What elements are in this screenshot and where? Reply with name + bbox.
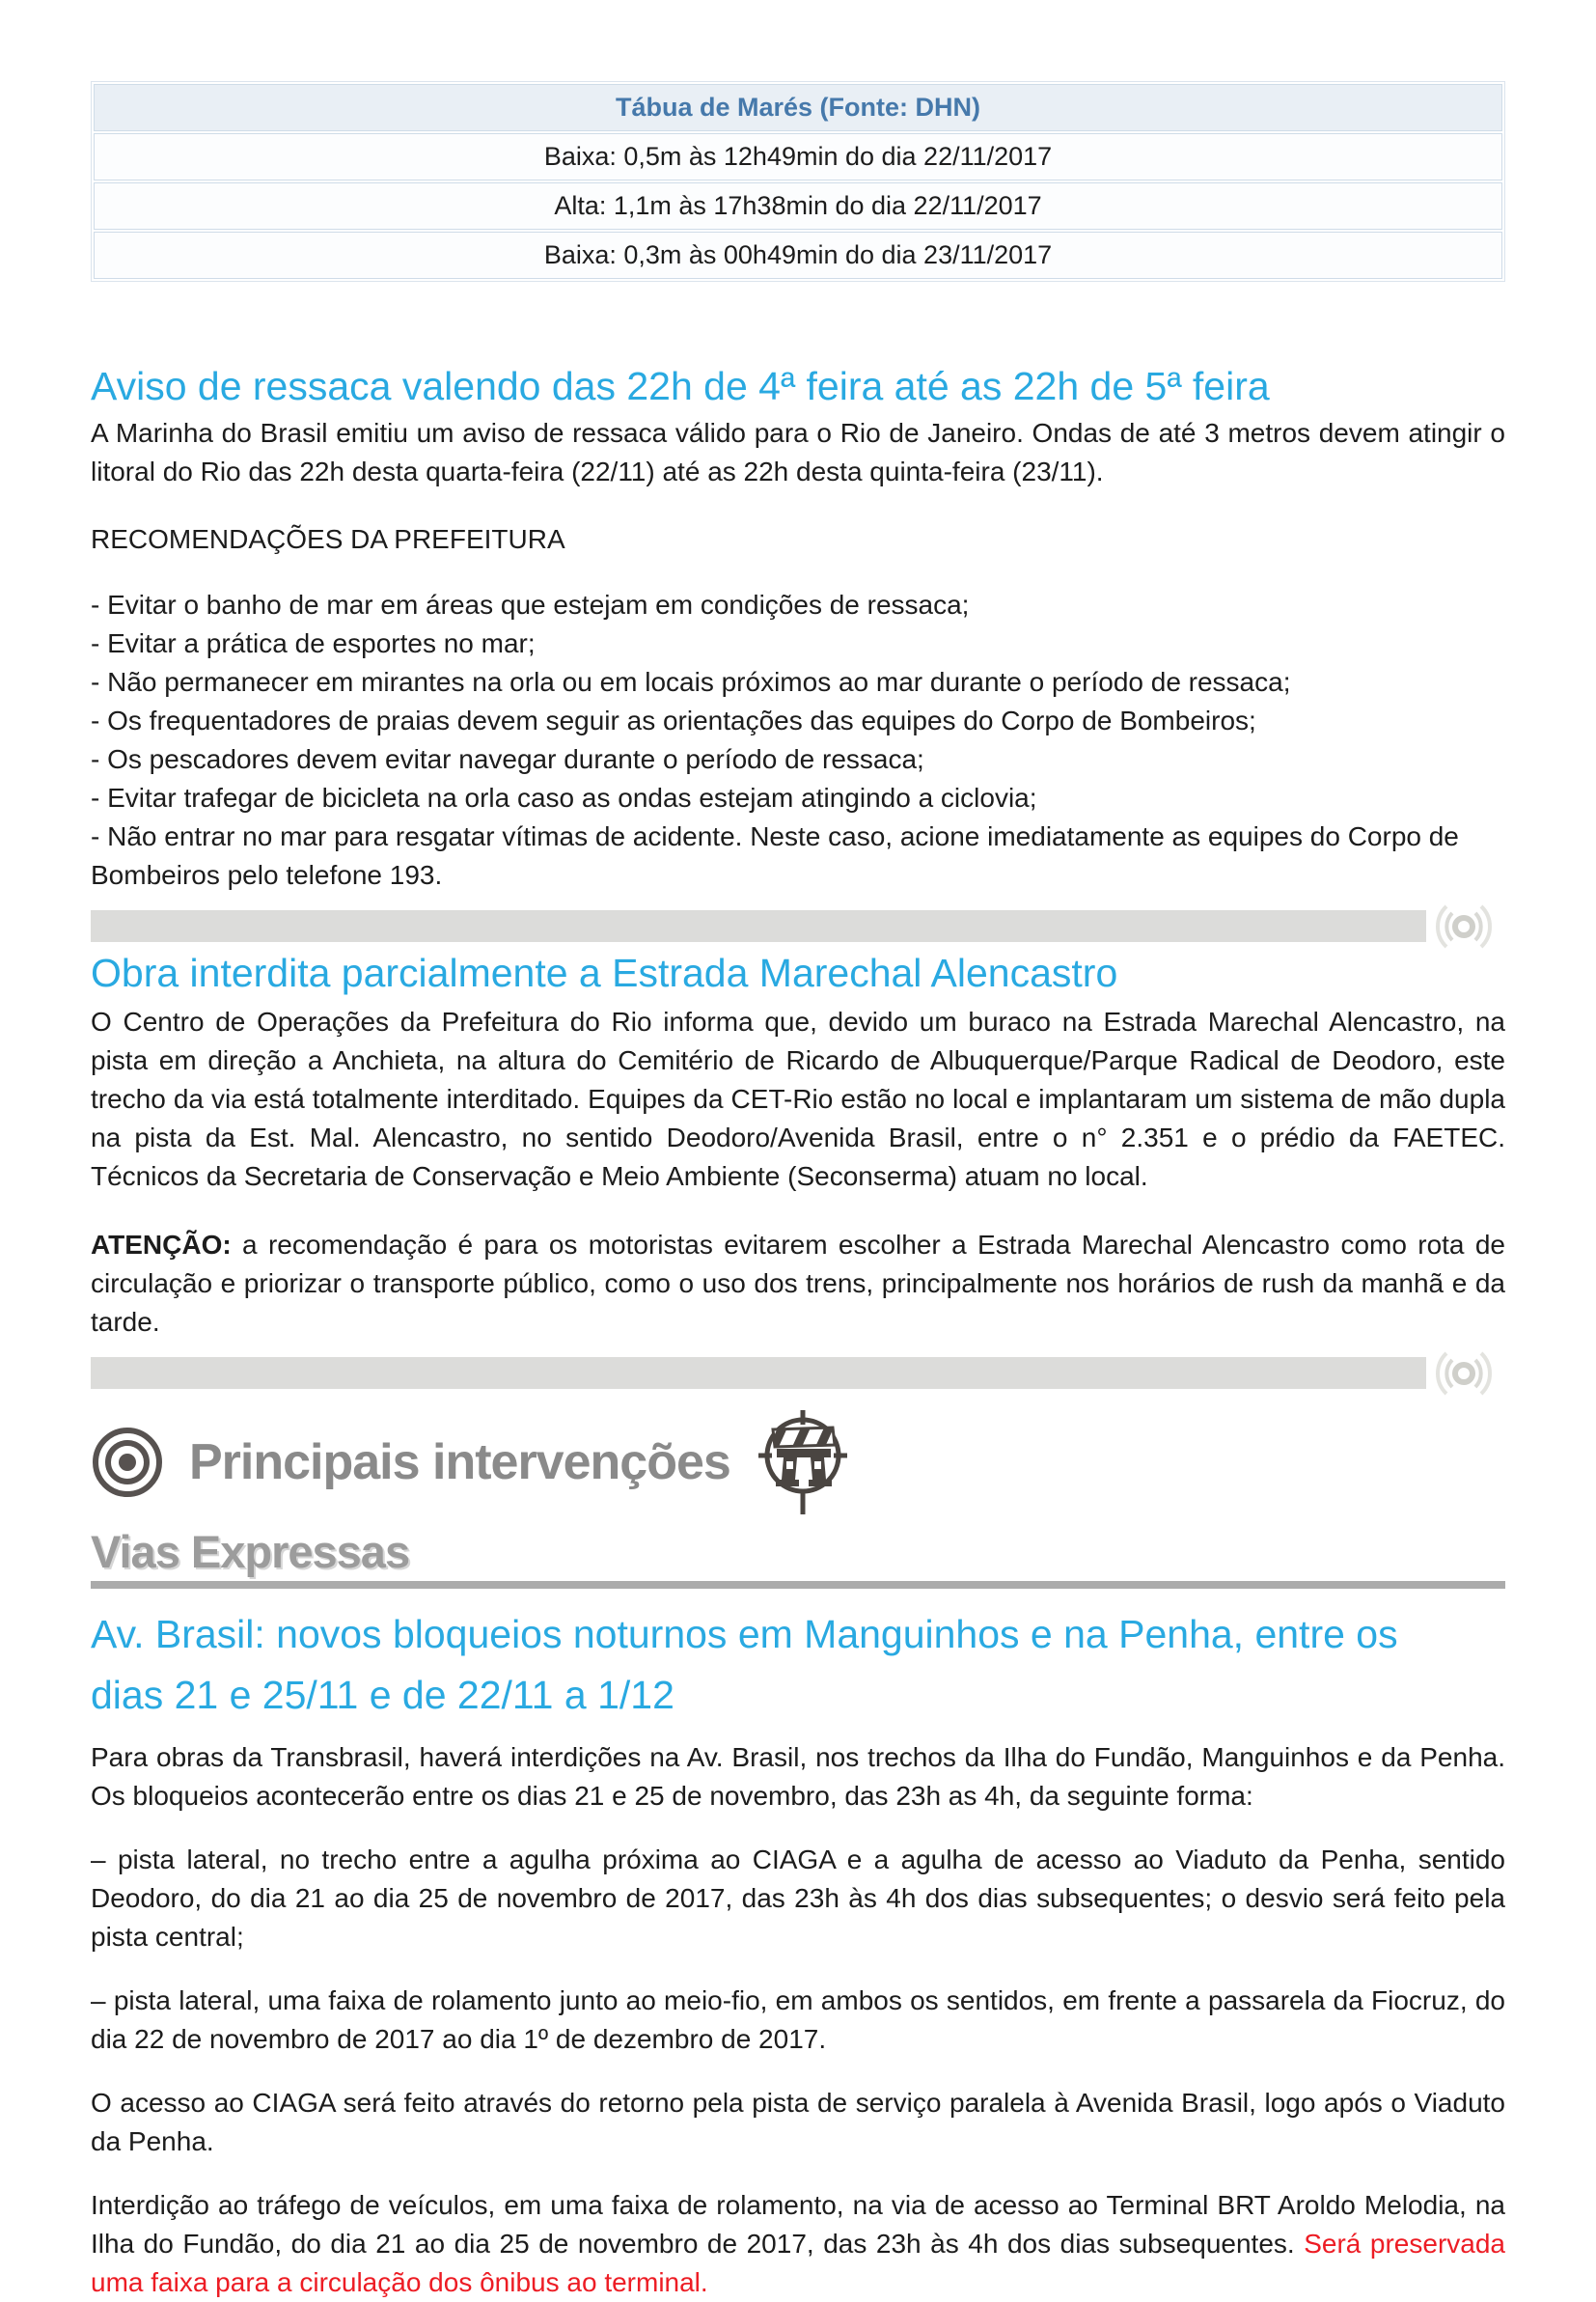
recommendation-item: - Não permanecer em mirantes na orla ou em locais próximos ao mar durante o período de ressaca; xyxy=(91,667,1291,698)
av-brasil-paragraph: – pista lateral, uma faixa de rolamento junto ao meio-fio, em ambos os sentidos, em frente a passarela da Fiocruz, do dia 22 de novembro de 2017 ao dia 1º de dezembro de 2017. xyxy=(91,1985,1505,2055)
recommendation-item: - Os pescadores devem evitar navegar durante o período de ressaca; xyxy=(91,744,924,775)
recommendations-list xyxy=(91,586,1505,895)
attention-label: ATENÇÃO: xyxy=(91,1229,232,1260)
attention-text: a recomendação é para os motoristas evitarem escolher a Estrada Marechal Alencastro como rota de circulação e priorizar o transporte público, como o uso dos trens, principalmente nos horários de rush da manhã e da tarde. xyxy=(91,1229,1505,1337)
ressaca-intro: A Marinha do Brasil emitiu um aviso de ressaca válido para o Rio de Janeiro. Ondas de até 3 metros devem atingir o litoral do Rio das 22h desta quarta-feira (22/11) até as 22h desta quinta-feira (23/11). xyxy=(91,418,1505,487)
roadwork-crosshair-icon xyxy=(756,1410,850,1514)
vias-expressas-underline xyxy=(91,1581,1505,1589)
principais-intervencoes-header xyxy=(91,1410,1505,1514)
tide-table-row: Alta: 1,1m às 17h38min do dia 22/11/2017 xyxy=(94,182,1502,230)
tide-table-row: Baixa: 0,5m às 12h49min do dia 22/11/2017 xyxy=(94,133,1502,180)
principais-intervencoes-title: Principais intervenções xyxy=(189,1433,730,1490)
final-paragraph-red-text: Será preservada uma faixa para a circulação dos ônibus ao terminal. xyxy=(91,2229,1505,2298)
tide-table-title: Tábua de Marés (Fonte: DHN) xyxy=(94,84,1502,131)
av-brasil-paragraph: Para obras da Transbrasil, haverá interdições na Av. Brasil, nos trechos da Ilha do Fundão, Manguinhos e da Penha. Os bloqueios acontecerão entre os dias 21 e 25 de novembro, das 23h as 4h, da seguinte forma: xyxy=(91,1742,1505,1812)
final-paragraph-black-text: Interdição ao tráfego de veículos, em uma faixa de rolamento, na via de acesso ao Terminal BRT Aroldo Melodia, na Ilha do Fundão, do dia 21 ao dia 25 de novembro de 2017, das 23h às 4h dos dias subsequentes. xyxy=(91,2190,1505,2260)
obra-body: O Centro de Operações da Prefeitura do Rio informa que, devido um buraco na Estrada Marechal Alencastro, na pista em direção a Anchieta, na altura do Cemitério de Ricardo de Albuquerque/Parque Radical de Deodoro, este trecho da via está totalmente interditado. Equipes da CET-Rio estão no local e implantaram um sistema de mão dupla na pista da Est. Mal. Alencastro, no sentido Deodoro/Avenida Brasil, entre o n° 2.351 e o prédio da FAETEC. Técnicos da Secretaria de Conservação e Meio Ambiente (Seconserma) atuam no local. xyxy=(91,1007,1505,1192)
recommendation-item: - Evitar trafegar de bicicleta na orla caso as ondas estejam atingindo a ciclovia; xyxy=(91,783,1037,814)
tide-table xyxy=(91,81,1505,282)
av-brasil-heading: Av. Brasil: novos bloqueios noturnos em Manguinhos e na Penha, entre os dias 21 e 25/11 e de 22/11 a 1/12 xyxy=(91,1611,1398,1718)
av-brasil-paragraph: O acesso ao CIAGA será feito através do retorno pela pista de serviço paralela à Avenida Brasil, logo após o Viaduto da Penha. xyxy=(91,2088,1505,2157)
av-brasil-paragraph: – pista lateral, no trecho entre a agulha próxima ao CIAGA e a agulha de acesso ao Viaduto da Penha, sentido Deodoro, do dia 21 ao dia 25 de novembro de 2017, das 23h às 4h dos dias subsequentes; o desvio será feito pela pista central; xyxy=(91,1844,1505,1953)
ressaca-heading: Aviso de ressaca valendo das 22h de 4ª feira até as 22h de 5ª feira xyxy=(91,364,1270,408)
section-divider xyxy=(91,910,1426,942)
recommendation-item: - Evitar o banho de mar em áreas que estejam em condições de ressaca; xyxy=(91,590,970,621)
recommendation-item: - Os frequentadores de praias devem seguir as orientações das equipes do Corpo de Bombeiros; xyxy=(91,706,1256,736)
tide-table-row: Baixa: 0,3m às 00h49min do dia 23/11/2017 xyxy=(94,232,1502,279)
vias-expressas-title: Vias Expressas xyxy=(91,1525,410,1577)
obra-heading: Obra interdita parcialmente a Estrada Marechal Alencastro xyxy=(91,951,1118,996)
recommendation-item: - Evitar a prática de esportes no mar; xyxy=(91,628,536,659)
cor-rings-icon xyxy=(1432,902,1496,951)
vias-expressas-header xyxy=(91,1525,1505,1589)
recommendation-item: - Não entrar no mar para resgatar vítimas de acidente. Neste caso, acione imediatamente as equipes do Corpo de Bombeiros pelo telefone 193. xyxy=(91,821,1459,891)
attention-paragraph xyxy=(91,1226,1505,1342)
cor-rings-icon xyxy=(1432,1349,1496,1398)
section-divider xyxy=(91,1357,1426,1389)
bullseye-icon xyxy=(91,1426,164,1499)
av-brasil-final-paragraph xyxy=(91,2186,1505,2302)
recommendations-title: RECOMENDAÇÕES DA PREFEITURA xyxy=(91,524,565,555)
